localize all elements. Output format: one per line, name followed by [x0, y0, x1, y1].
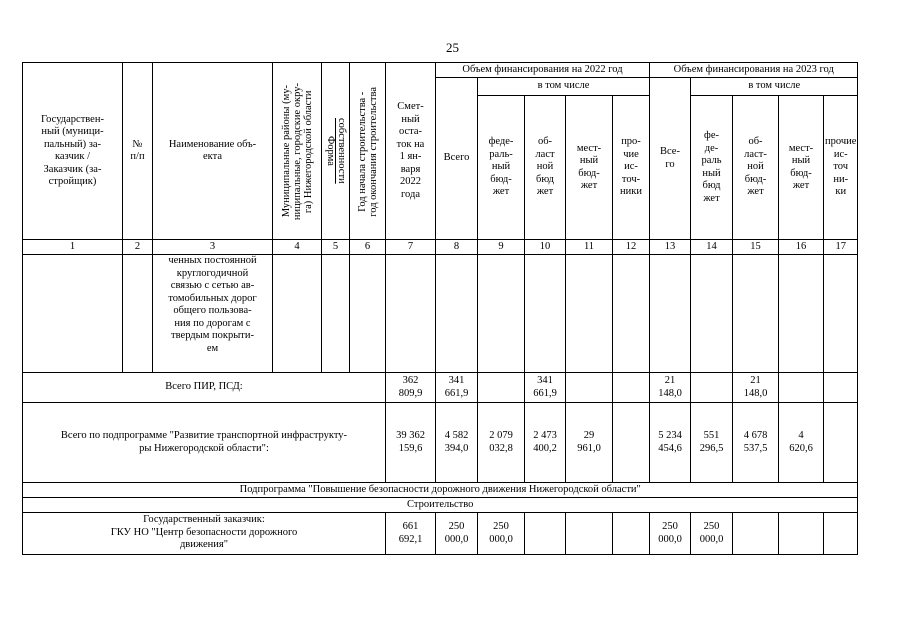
financing-table: [22, 62, 858, 555]
cell-value: 5 234 454,6: [650, 403, 691, 483]
total-pir-label: Всего ПИР, ПСД:: [23, 373, 386, 403]
cell-value: 250 000,0: [436, 513, 478, 555]
column-number: 8: [436, 240, 478, 255]
customer-label: Государственный заказчик:: [143, 514, 265, 525]
header-including-2022: в том числе: [478, 78, 650, 96]
header-other-2022: про- чие ис- точ- ники: [613, 96, 650, 240]
cell-value: 250 000,0: [478, 513, 525, 555]
cell-value: 2 473 400,2: [525, 403, 566, 483]
header-construction-years: Год начала строительства - год окончания строительства: [350, 63, 386, 240]
column-number: 6: [350, 240, 386, 255]
header-federal-2023: фе- де- раль ный бюд жет: [691, 96, 733, 240]
column-number: 11: [566, 240, 613, 255]
customer-cell: [23, 513, 386, 555]
column-number: 7: [386, 240, 436, 255]
header-financing-2023: Объем финансирования на 2023 год: [650, 63, 858, 78]
cell-value: 551 296,5: [691, 403, 733, 483]
column-numbers-row: [23, 240, 858, 255]
header-including-2023: в том числе: [691, 78, 858, 96]
header-total-2023: Все- го: [650, 78, 691, 240]
page-number: 25: [446, 40, 459, 55]
header-municipal-districts: Муниципальные районы (му- ниципальные, городские окру- га) Нижегородской области: [273, 63, 322, 240]
column-number: 2: [123, 240, 153, 255]
header-total-2022: Всего: [436, 78, 478, 240]
cell-value: 21 148,0: [650, 373, 691, 403]
table-row: [23, 255, 858, 373]
cell-value: 341 661,9: [525, 373, 566, 403]
cell-value: 4 678 537,5: [733, 403, 779, 483]
header-federal-2022: феде- раль- ный бюд- жет: [478, 96, 525, 240]
column-number: 13: [650, 240, 691, 255]
cell-value: 4 620,6: [779, 403, 824, 483]
cell-value: 250 000,0: [691, 513, 733, 555]
column-number: 9: [478, 240, 525, 255]
column-number: 4: [273, 240, 322, 255]
cell-value: 21 148,0: [733, 373, 779, 403]
table-row: [23, 403, 858, 483]
header-estimated-balance: Смет- ный оста- ток на 1 ян- варя 2022 года: [386, 63, 436, 240]
cell-value: 29 961,0: [566, 403, 613, 483]
column-number: 16: [779, 240, 824, 255]
header-local-2022: мест- ный бюд- жет: [566, 96, 613, 240]
column-number: 1: [23, 240, 123, 255]
header-other-2023: прочие ис- точ ни- ки: [824, 96, 858, 240]
cell-value: 39 362 159,6: [386, 403, 436, 483]
column-number: 15: [733, 240, 779, 255]
header-customer: Государствен- ный (муници- пальный) за- казчик / Заказчик (за- стройщик): [23, 63, 123, 240]
cell-value: 341 661,9: [436, 373, 478, 403]
column-number: 17: [824, 240, 858, 255]
cell-value: 2 079 032,8: [478, 403, 525, 483]
object-name-continuation: ченных постоянной круглогодичной связью с сетью ав- томобильных дорог общего пользова- ния по дорогам с твердым покрыти- ем: [153, 255, 273, 373]
column-number: 10: [525, 240, 566, 255]
customer-name: ГКУ НО "Центр безопасности дорожного движения": [110, 526, 298, 550]
cell-value: 661 692,1: [386, 513, 436, 555]
header-financing-2022: Объем финансирования на 2022 год: [436, 63, 650, 78]
header-number: № п/п: [123, 63, 153, 240]
cell-value: 250 000,0: [650, 513, 691, 555]
section-construction: Строительство: [23, 498, 858, 513]
header-ownership-form: Форма собственности: [322, 63, 350, 240]
column-number: 5: [322, 240, 350, 255]
header-local-2023: мест- ный бюд- жет: [779, 96, 824, 240]
column-number: 12: [613, 240, 650, 255]
subprogram-total-label: Всего по подпрограмме "Развитие транспортной инфраструкту- ры Нижегородской области":: [23, 403, 386, 483]
header-object-name: Наименование объ- екта: [153, 63, 273, 240]
cell-value: 4 582 394,0: [436, 403, 478, 483]
column-number: 14: [691, 240, 733, 255]
column-number: 3: [153, 240, 273, 255]
table-row: [23, 513, 858, 555]
subprogram-title: Подпрограмма "Повышение безопасности дорожного движения Нижегородской области": [23, 483, 858, 498]
header-regional-2023: об- ласт- ной бюд- жет: [733, 96, 779, 240]
header-regional-2022: об- ласт ной бюд жет: [525, 96, 566, 240]
table-row: [23, 373, 858, 403]
cell-value: 362 809,9: [386, 373, 436, 403]
